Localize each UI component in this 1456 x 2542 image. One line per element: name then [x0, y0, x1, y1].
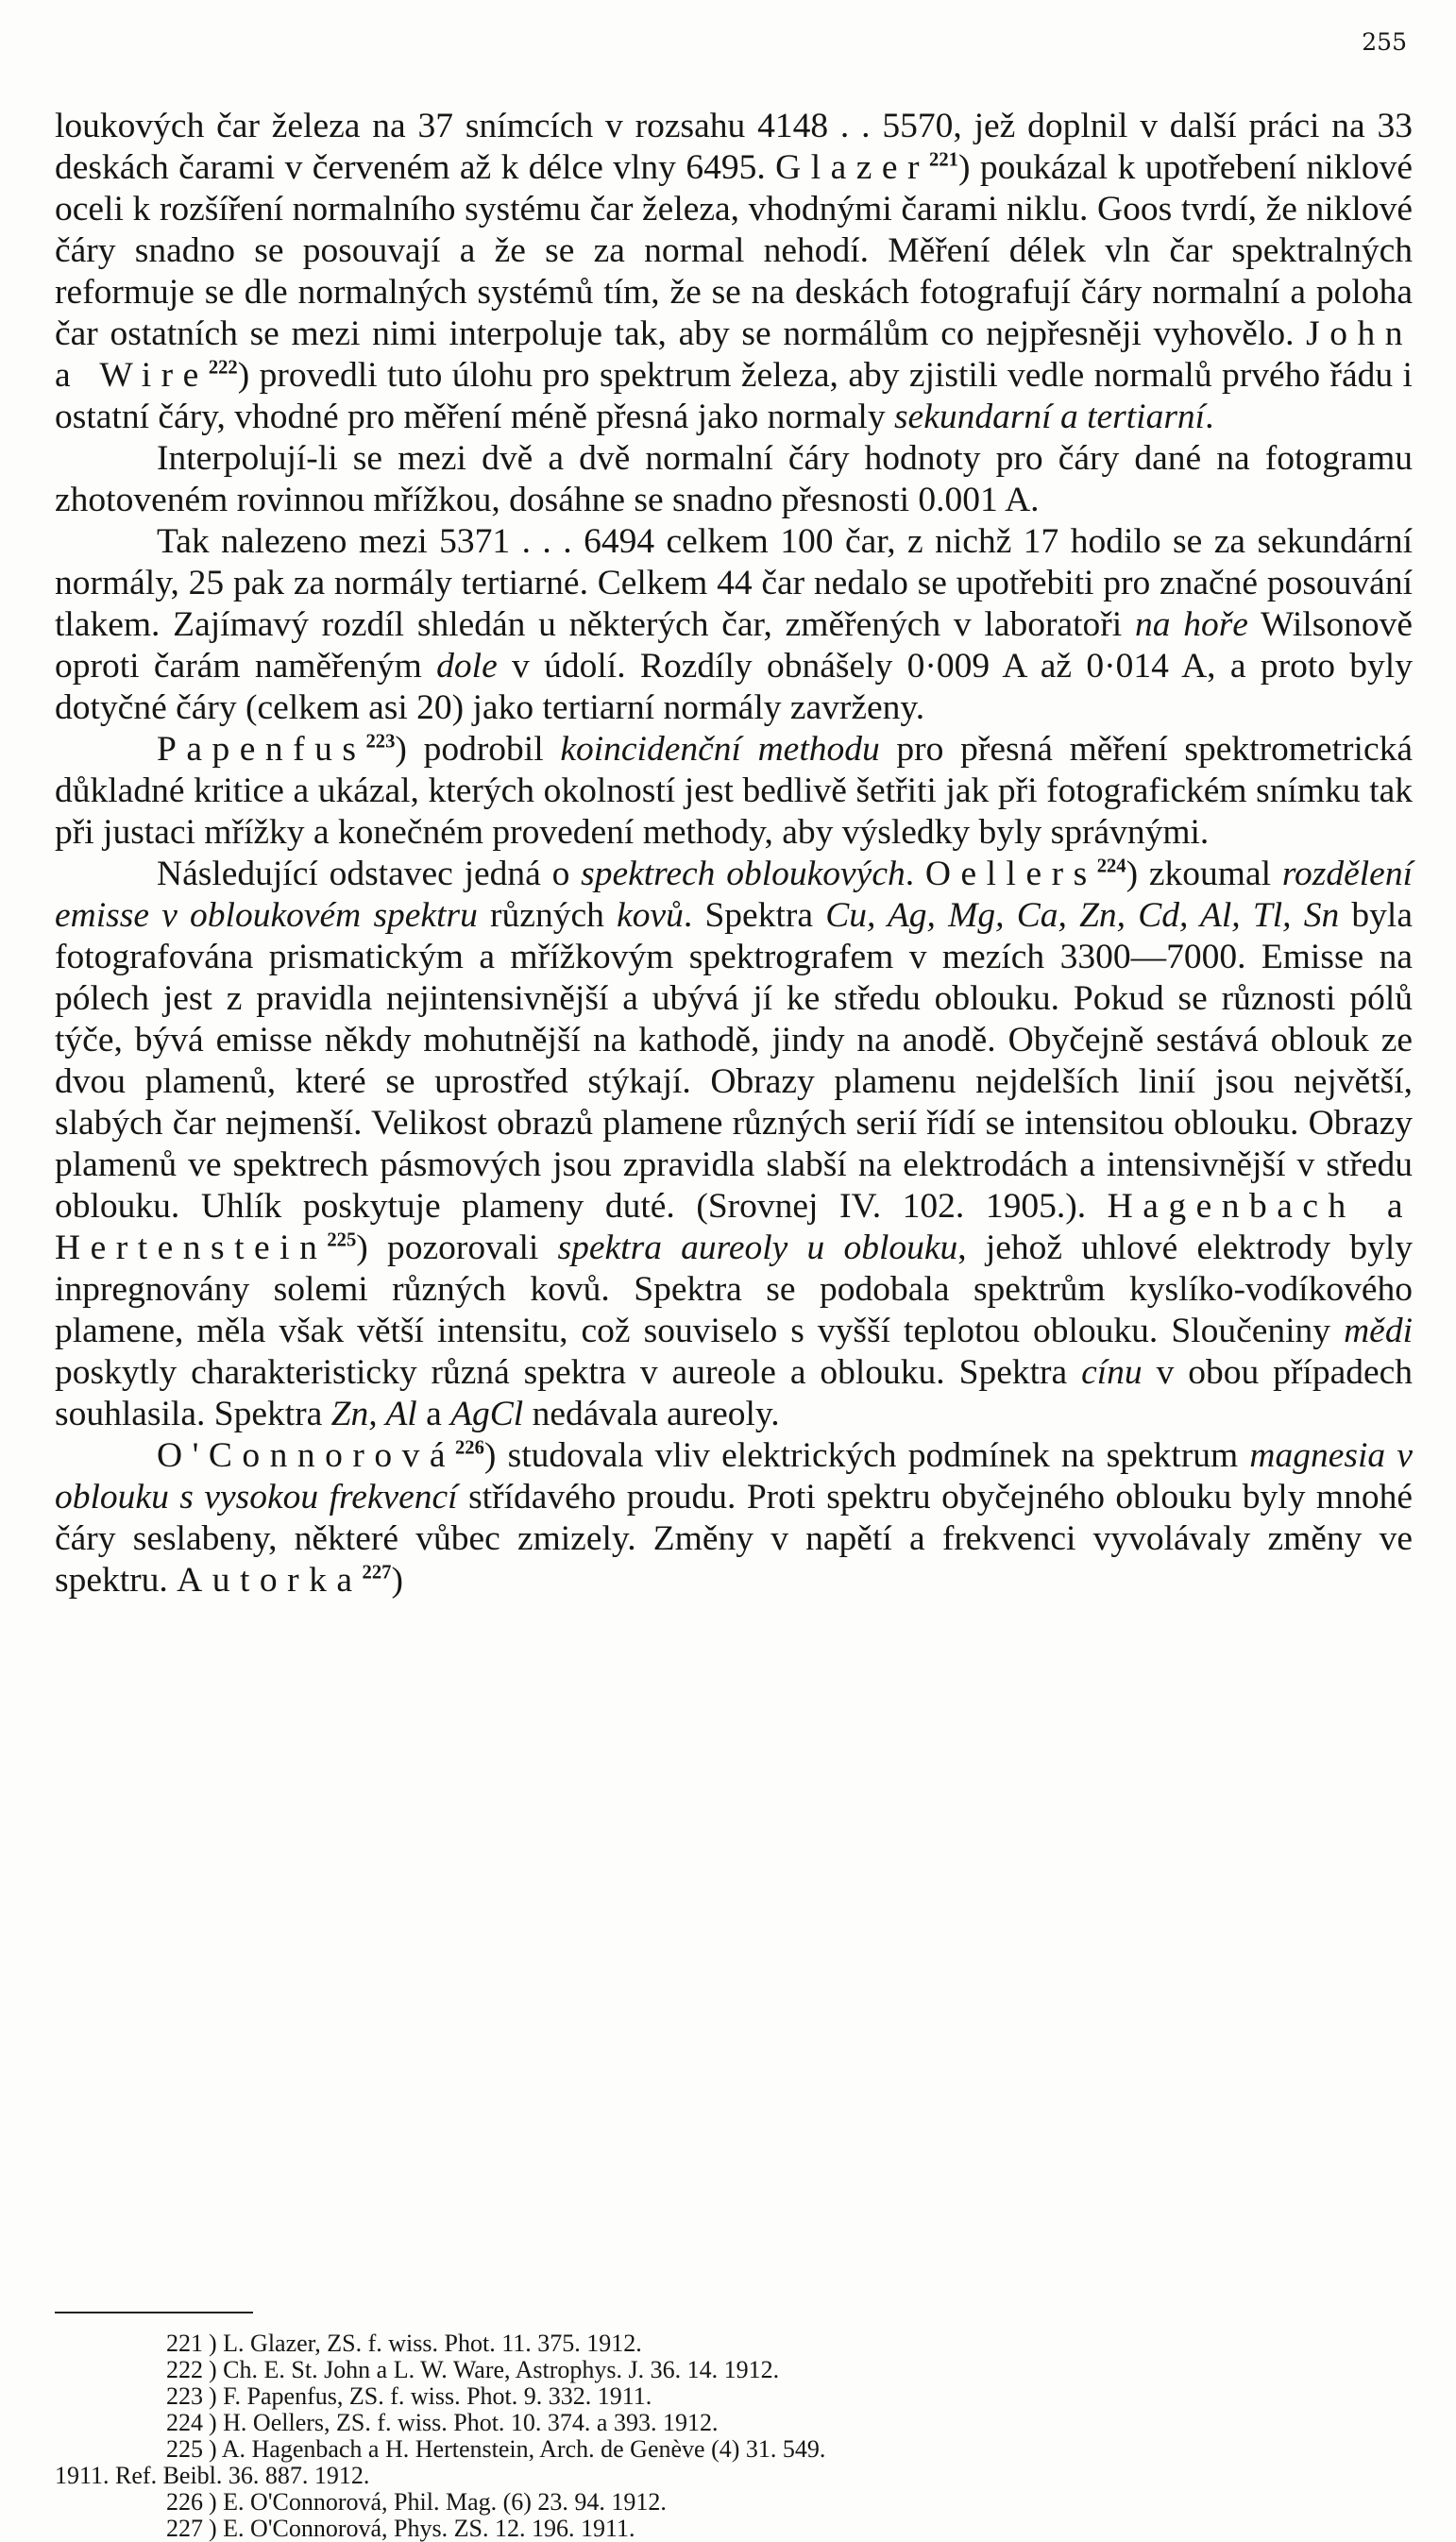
- footnote-text: ) F. Papenfus, ZS. f. wiss. Phot. 9. 332. 1911.: [209, 2382, 652, 2410]
- italic-term: Cu, Ag, Mg, Ca, Zn, Cd, Al, Tl, Sn: [825, 896, 1340, 935]
- footnote-text: ) A. Hagenbach a H. Hertenstein, Arch. de Genève (4) 31. 549.: [209, 2435, 826, 2463]
- paragraph: [55, 1435, 1413, 1601]
- footnote: [55, 2516, 1413, 2542]
- footnote-ref: 226: [454, 1437, 484, 1459]
- text-run: , jehož uhlové elektrody byly inpregnovány solemi různých kovů. Spektra se podobala spektrům kyslíko-vodíkového plamene, měla však větší intensitu, což souviselo s vyšší teplotou oblouku. Sloučeniny: [55, 1229, 1413, 1350]
- text-run: poskytly charakteristicky různá spektra v aureole a oblouku. Spektra: [55, 1353, 1082, 1392]
- text-run: loukových čar železa na 37 snímcích v rozsahu 4148 . . 5570, jež doplnil v další práci na 33 deskách čarami v červeném až k délce vlny 6495.: [55, 107, 1413, 187]
- text-run: ) provedli tuto úlohu pro spektrum železa, aby zjistili vedle normalů prvého řádu i ostatní čáry, vhodné pro měření méně přesná jako normaly: [55, 356, 1413, 436]
- text-run: střídavého proudu. Proti spektru obyčejného oblouku byly mnohé čáry seslabeny, některé vůbec zmizely. Změny v napětí a frekvenci vyvolávaly změny ve spektru.: [55, 1478, 1413, 1600]
- footnote-number: 226: [166, 2488, 203, 2516]
- body-text: [55, 106, 1413, 1601]
- italic-term: dole: [436, 647, 498, 686]
- footnote-ref: 222: [208, 357, 238, 379]
- text-run: ) podrobil: [395, 730, 561, 769]
- author-name: Papenfus: [157, 730, 366, 769]
- paragraph: [55, 521, 1413, 729]
- italic-term: spektra aureoly u oblouku: [557, 1229, 958, 1267]
- footnote-ref: 224: [1096, 856, 1126, 877]
- italic-term: Zn, Al: [330, 1395, 417, 1433]
- footnotes: [55, 2330, 1413, 2542]
- footnote-ref: 227: [362, 1562, 392, 1584]
- paragraph: [55, 438, 1413, 521]
- footnote-text: ) E. O'Connorová, Phys. ZS. 12. 196. 1911.: [209, 2515, 635, 2542]
- text-run: ) pozorovali: [356, 1229, 558, 1267]
- italic-term: magnesia v oblouku s vysokou frekvencí: [55, 1436, 1413, 1517]
- footnote-separator: [55, 2312, 253, 2313]
- footnote-number: 221: [166, 2330, 203, 2357]
- footnote-number: 227: [166, 2515, 203, 2542]
- footnote-continuation: 1911. Ref. Beibl. 36. 887. 1912.: [55, 2462, 370, 2489]
- text-run: různých: [477, 896, 618, 935]
- footnote: [55, 2330, 1413, 2357]
- footnote-text: ) H. Oellers, ZS. f. wiss. Phot. 10. 374. a 393. 1912.: [209, 2409, 719, 2436]
- footnote: [55, 2489, 1413, 2516]
- text-run: v údolí. Rozdíly obnášely 0·009 A až 0·014 A, a proto byly dotyčné čáry (celkem asi 20) jako tertiarní normály zavrženy.: [55, 647, 1413, 727]
- author-name: O'Connorová: [157, 1436, 455, 1475]
- italic-term: rozdělení emisse v obloukovém spektru: [55, 855, 1413, 935]
- footnote-text: ) L. Glazer, ZS. f. wiss. Phot. 11. 375. 1912.: [209, 2330, 642, 2357]
- paragraph: [55, 729, 1413, 854]
- text-run: a: [416, 1395, 451, 1433]
- footnote-number: 222: [166, 2356, 203, 2383]
- text-run: Následující odstavec jedná o: [157, 855, 582, 893]
- footnote-ref: 221: [929, 149, 958, 171]
- author-name: Oellers: [924, 855, 1097, 893]
- italic-term: kovů: [617, 896, 684, 935]
- author-name: Autorka: [177, 1561, 363, 1600]
- italic-term: koincidenční methodu: [560, 730, 880, 769]
- footnote-text: ) E. O'Connorová, Phil. Mag. (6) 23. 94. 1912.: [209, 2488, 667, 2516]
- paragraph: [55, 106, 1413, 438]
- italic-term: na hoře: [1134, 605, 1248, 644]
- footnote: [55, 2436, 1413, 2463]
- text-run: nedávala aureoly.: [523, 1395, 780, 1433]
- footnote-ref: 223: [365, 731, 396, 753]
- text-run: Interpolují-li se mezi dvě a dvě normalní čáry hodnoty pro čáry dané na fotogramu zhotoveném rovinnou mřížkou, dosáhne se snadno přesnosti 0.001 A.: [55, 439, 1413, 519]
- footnote-ref: 225: [327, 1229, 357, 1251]
- italic-term: spektrech obloukových: [581, 855, 906, 893]
- author-name: Hagenbach a Hertenstein: [55, 1187, 1413, 1267]
- text-run: . Spektra: [683, 896, 826, 935]
- text-run: pro přesná měření spektrometrická důkladné kritice a ukázal, kterých okolností jest bedlivě šetřiti jak při fotografickém snímku tak při justaci mřížky a konečném provedení methody, aby výsledky byly správnými.: [55, 730, 1413, 852]
- footnote-number: 223: [166, 2382, 203, 2410]
- italic-term: sekundarní a tertiarní: [893, 398, 1206, 436]
- italic-term: cínu: [1081, 1353, 1143, 1392]
- text-run: .: [905, 855, 925, 893]
- text-run: ): [391, 1561, 403, 1600]
- footnote: [55, 2410, 1413, 2436]
- text-run: byla fotografována prismatickým a mřížkovým spektrografem v mezích 3300—7000. Emisse na pólech jest z pravidla nejintensivnější a ubývá jí ke středu oblouku. Pokud se různosti pólů týče, bývá emisse někdy mohutnější na kathodě, jindy na anodě. Obyčejně sestává oblouk ze dvou plamenů, které se uprostřed stýkají. Obrazy plamenu nejdelších linií jsou největší, slabých čar nejmenší. Velikost obrazů plamene různých serií řídí se intensitou oblouku. Obrazy plamenů ve spektrech pásmových jsou zpravidla slabší na elektrodách a intensivnější v středu oblouku. Uhlík poskytuje plameny duté. (Srovnej IV. 102. 1905.).: [55, 896, 1413, 1226]
- text-run: ) zkoumal: [1126, 855, 1282, 893]
- text-run: .: [1205, 398, 1214, 436]
- italic-term: mědi: [1344, 1312, 1413, 1350]
- text-run: Tak nalezeno mezi 5371 . . . 6494 celkem 100 čar, z nichž 17 hodilo se za sekundární normály, 25 pak za normály tertiarné. Celkem 44 čar nedalo se upotřebiti pro značné posouvání tlakem. Zajímavý rozdíl shledán u některých čar, změřených v laboratoři: [55, 522, 1413, 644]
- footnote-number: 224: [166, 2409, 203, 2436]
- author-name: Glazer: [775, 148, 930, 187]
- paragraph: [55, 854, 1413, 1435]
- footnote: [55, 2357, 1413, 2383]
- author-name: John a Wire: [55, 314, 1413, 395]
- text-run: v obou případech souhlasila. Spektra: [55, 1353, 1414, 1433]
- text-run: ) poukázal k upotřebení niklové oceli k rozšíření normalního systému čar železa, vhodnými čarami niklu. Goos tvrdí, že niklové čáry snadno se posouvají a že se za normal nehodí. Měření délek vln čar spektralných reformuje se dle normalných systémů tím, že se na deskách fotografují čáry normalní a poloha čar ostatních se mezi nimi interpoluje tak, aby se normálům co nejpřesněji vyhovělo.: [55, 148, 1414, 353]
- page-number: 255: [1362, 28, 1407, 56]
- text-run: ) studovala vliv elektrických podmínek na spektrum: [483, 1436, 1250, 1475]
- footnote-text: ) Ch. E. St. John a L. W. Ware, Astrophys. J. 36. 14. 1912.: [209, 2356, 780, 2383]
- text-run: Wilsonově oproti čarám naměřeným: [55, 605, 1413, 686]
- italic-term: AgCl: [450, 1395, 524, 1433]
- footnote: [55, 2383, 1413, 2410]
- footnote-number: 225: [166, 2435, 203, 2463]
